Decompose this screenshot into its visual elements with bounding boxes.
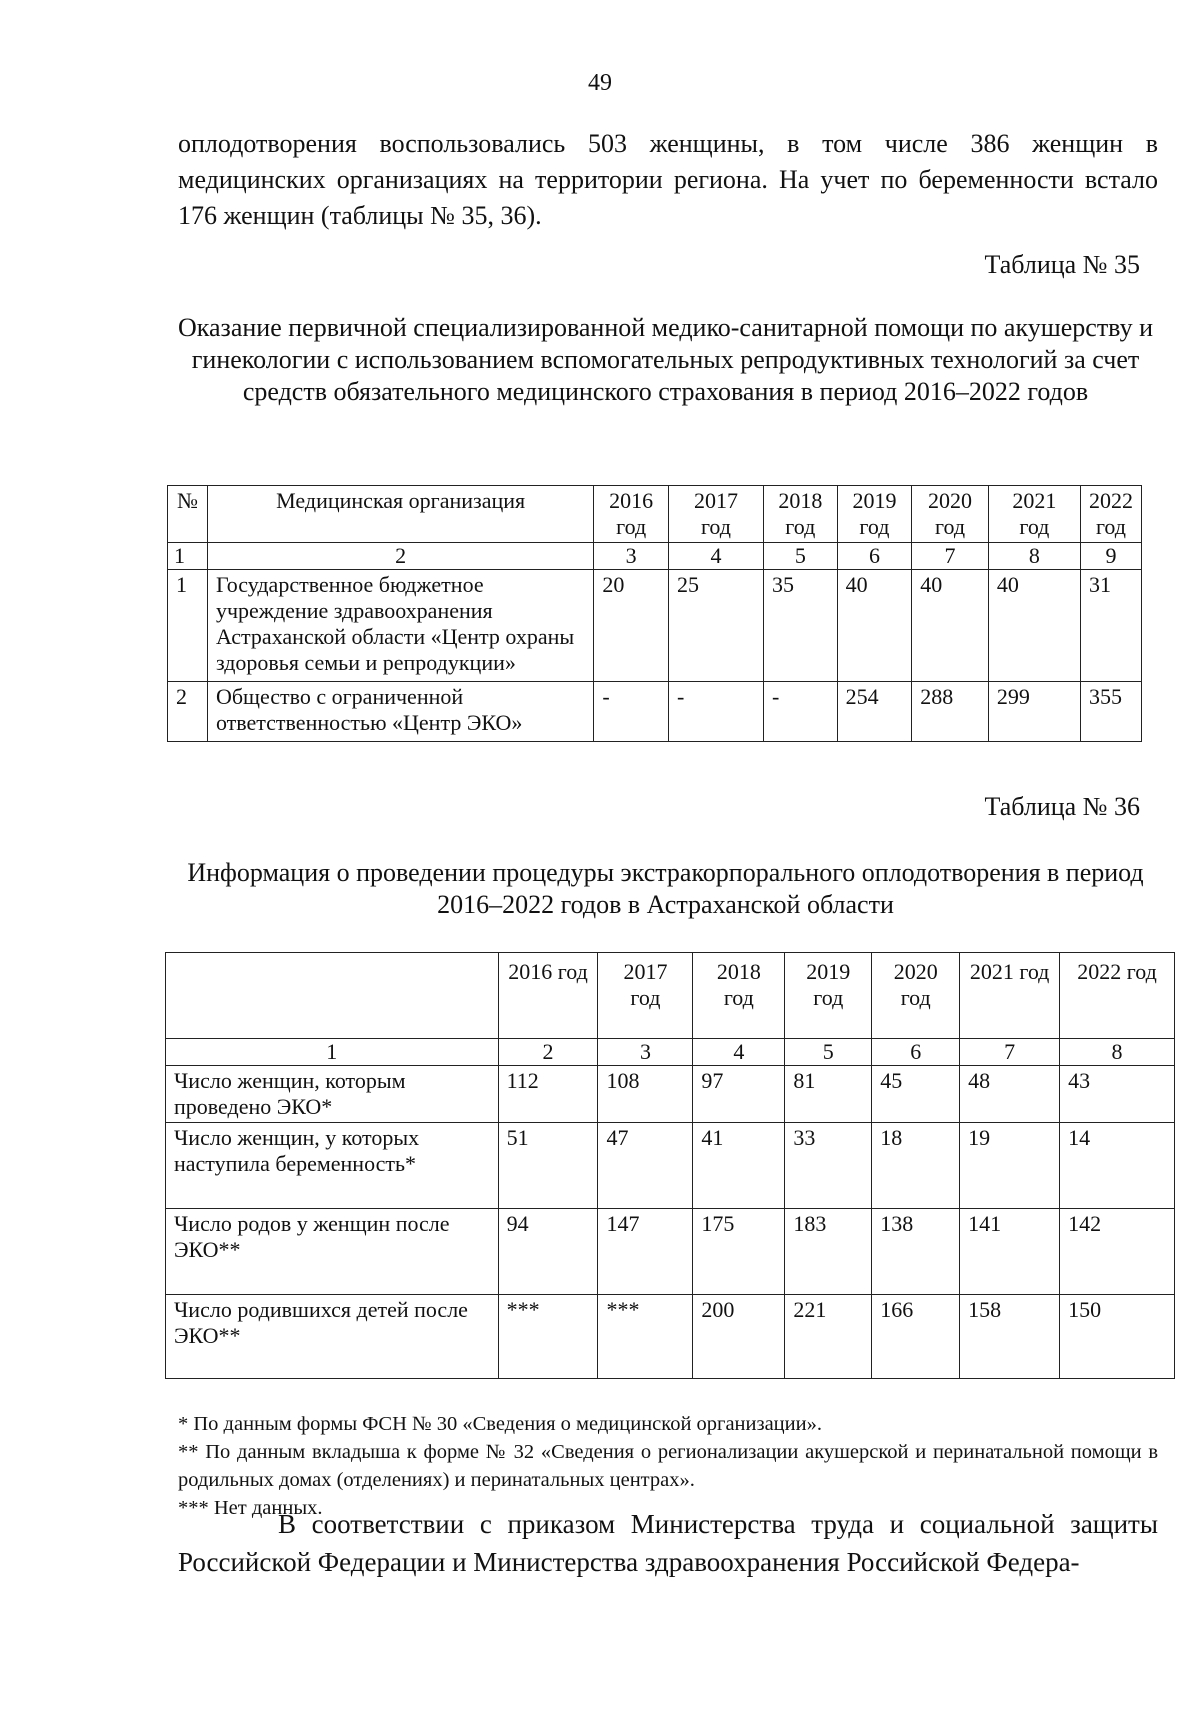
table35-column-number-row — [168, 543, 1142, 570]
table35-cell: - — [668, 682, 763, 742]
table36-cell: 45 — [872, 1066, 960, 1123]
table36-row — [166, 1123, 1175, 1209]
table35-header-cell: 2020 год — [912, 486, 989, 543]
table36-header-cell: 2017 год — [598, 953, 693, 1039]
table35-header-cell: 2019 год — [837, 486, 912, 543]
table36-column-number: 6 — [872, 1039, 960, 1066]
table35-row — [168, 570, 1142, 682]
table35-column-number: 1 — [168, 543, 208, 570]
table35-header-row — [168, 486, 1142, 543]
table36-cell: 166 — [872, 1295, 960, 1379]
table35-cell: 2 — [168, 682, 208, 742]
table35-cell: 35 — [764, 570, 838, 682]
table36-cell: 108 — [598, 1066, 693, 1123]
table35-org-name: Государственное бюджетное учреждение здравоохранения Астраханской области «Центр охраны здоровья семьи и репродукции» — [207, 570, 593, 682]
table35-cell: 40 — [912, 570, 989, 682]
table35-header-cell: 2022 год — [1080, 486, 1141, 543]
closing-paragraph: В соответствии с приказом Министерства труда и социальной защиты Российской Федерации и Министерства здравоохранения Российской Федера- — [178, 1509, 1158, 1577]
table35-column-number: 8 — [988, 543, 1080, 570]
table35-header-cell: Медицинская организация — [207, 486, 593, 543]
table36-cell: 51 — [498, 1123, 598, 1209]
table35-label: Таблица № 35 — [984, 250, 1140, 279]
table36-cell: 48 — [960, 1066, 1060, 1123]
table35-cell: 1 — [168, 570, 208, 682]
table36-cell: 19 — [960, 1123, 1060, 1209]
table36-row-label: Число женщин, у которых наступила беременность* — [166, 1123, 499, 1209]
table36-column-number: 2 — [498, 1039, 598, 1066]
table36-title: Информация о проведении процедуры экстракорпорального оплодотворения в период 2016–2022 годов в Астраханской области — [187, 858, 1144, 919]
table36-cell: *** — [598, 1295, 693, 1379]
table36-header-cell — [166, 953, 499, 1039]
table35-cell: 25 — [668, 570, 763, 682]
table36-header-cell: 2020 год — [872, 953, 960, 1039]
table35-column-number: 5 — [764, 543, 838, 570]
table36-cell: 18 — [872, 1123, 960, 1209]
table36-header-row — [166, 953, 1175, 1039]
table35-cell: 355 — [1080, 682, 1141, 742]
table35-column-number: 7 — [912, 543, 989, 570]
table36-cell: 112 — [498, 1066, 598, 1123]
table36-cell: 97 — [693, 1066, 785, 1123]
table35-header-cell: 2021 год — [988, 486, 1080, 543]
table36-column-number: 3 — [598, 1039, 693, 1066]
table36-header-cell: 2018 год — [693, 953, 785, 1039]
table36-cell: 221 — [785, 1295, 872, 1379]
table36-cell: 14 — [1060, 1123, 1175, 1209]
intro-paragraph: оплодотворения воспользовались 503 женщины, в том числе 386 женщин в медицинских организациях на территории региона. На учет по беременности встало 176 женщин (таблицы № 35, 36). — [178, 129, 1158, 230]
table36-row-label: Число родов у женщин после ЭКО** — [166, 1209, 499, 1295]
table36-row-label: Число родившихся детей после ЭКО** — [166, 1295, 499, 1379]
table36-row — [166, 1066, 1175, 1123]
table35-cell: 254 — [837, 682, 912, 742]
table36-row — [166, 1209, 1175, 1295]
table36-cell: *** — [498, 1295, 598, 1379]
table35-row — [168, 682, 1142, 742]
table36-header-cell: 2021 год — [960, 953, 1060, 1039]
table36-row — [166, 1295, 1175, 1379]
table36-cell: 33 — [785, 1123, 872, 1209]
page-number: 49 — [588, 70, 612, 96]
table36-column-number: 1 — [166, 1039, 499, 1066]
table36-cell: 94 — [498, 1209, 598, 1295]
table35-column-number: 3 — [594, 543, 669, 570]
table36-column-number: 7 — [960, 1039, 1060, 1066]
table36-row-label: Число женщин, которым проведено ЭКО* — [166, 1066, 499, 1123]
table35-column-number: 9 — [1080, 543, 1141, 570]
table35-header-cell: 2017 год — [668, 486, 763, 543]
table36-header-cell: 2016 год — [498, 953, 598, 1039]
table35-header-cell: 2016 год — [594, 486, 669, 543]
table36-column-number: 4 — [693, 1039, 785, 1066]
table36-column-number-row — [166, 1039, 1175, 1066]
table35 — [167, 485, 1142, 742]
table35-cell: 299 — [988, 682, 1080, 742]
table36-cell: 47 — [598, 1123, 693, 1209]
table36-cell: 150 — [1060, 1295, 1175, 1379]
table36-cell: 43 — [1060, 1066, 1175, 1123]
table36-header-cell: 2019 год — [785, 953, 872, 1039]
table35-header-cell: 2018 год — [764, 486, 838, 543]
table35-org-name: Общество с ограниченной ответственностью «Центр ЭКО» — [207, 682, 593, 742]
table36-cell: 141 — [960, 1209, 1060, 1295]
table35-header-cell: № — [168, 486, 208, 543]
table35-cell: 40 — [988, 570, 1080, 682]
table36-column-number: 5 — [785, 1039, 872, 1066]
table36 — [165, 952, 1175, 1379]
table36-cell: 183 — [785, 1209, 872, 1295]
table35-cell: 20 — [594, 570, 669, 682]
table35-column-number: 4 — [668, 543, 763, 570]
table35-cell: - — [594, 682, 669, 742]
table35-column-number: 6 — [837, 543, 912, 570]
table35-title: Оказание первичной специализированной медико-санитарной помощи по акушерству и гинекологии с использованием вспомогательных репродуктивных технологий за счет средств обязательного медицинского страхования в период 2016–2022 годов — [178, 313, 1153, 406]
footnote: ** По данным вкладыша к форме № 32 «Сведения о регионализации акушерской и перинатальной помощи в родильных домах (отделениях) и перинатальных центрах». — [178, 1441, 1158, 1491]
footnote: * По данным формы ФСН № 30 «Сведения о медицинской организации». — [178, 1413, 822, 1435]
table35-column-number: 2 — [207, 543, 593, 570]
table36-column-number: 8 — [1060, 1039, 1175, 1066]
table36-cell: 81 — [785, 1066, 872, 1123]
table36-cell: 147 — [598, 1209, 693, 1295]
table35-cell: - — [764, 682, 838, 742]
table35-cell: 288 — [912, 682, 989, 742]
table35-cell: 40 — [837, 570, 912, 682]
table36-cell: 138 — [872, 1209, 960, 1295]
table36-cell: 158 — [960, 1295, 1060, 1379]
footnote: *** Нет данных. — [178, 1497, 323, 1519]
table36-header-cell: 2022 год — [1060, 953, 1175, 1039]
table36-cell: 175 — [693, 1209, 785, 1295]
table36-cell: 41 — [693, 1123, 785, 1209]
table36-cell: 142 — [1060, 1209, 1175, 1295]
table36-label: Таблица № 36 — [984, 792, 1140, 821]
table36-cell: 200 — [693, 1295, 785, 1379]
table35-cell: 31 — [1080, 570, 1141, 682]
